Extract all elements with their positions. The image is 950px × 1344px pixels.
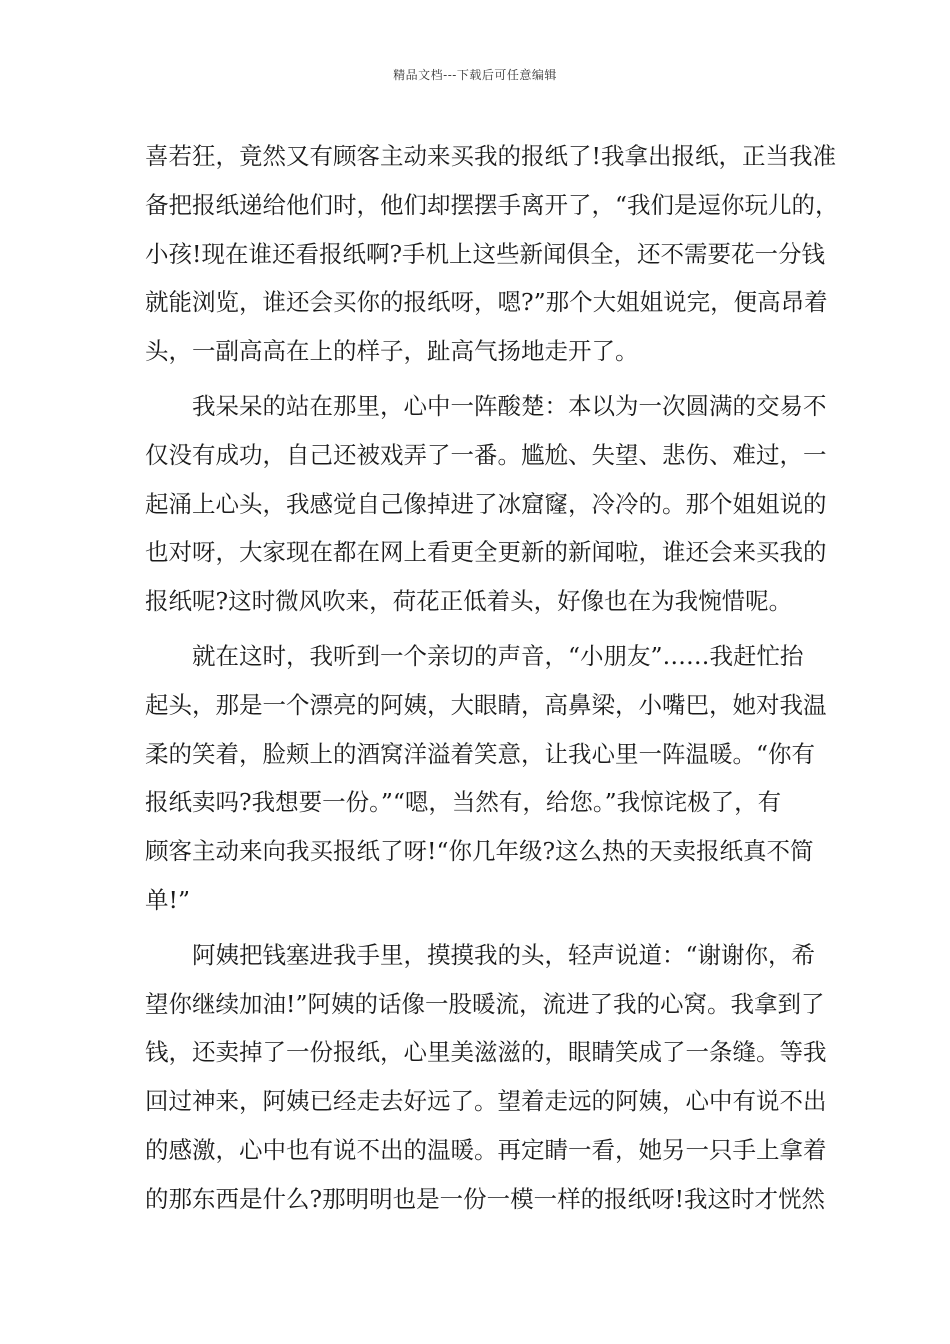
text-line: 小孩!现在谁还看报纸啊?手机上这些新闻俱全，还不需要花一分钱 bbox=[145, 239, 826, 268]
text-line: 的那东西是什么?那明明也是一份一模一样的报纸呀!我这时才恍然 bbox=[145, 1184, 826, 1213]
text-line: 也对呀，大家现在都在网上看更全更新的新闻啦，谁还会来买我的 bbox=[145, 538, 827, 567]
paragraph-3 bbox=[145, 632, 827, 925]
document-body bbox=[145, 132, 839, 1224]
text-line: 钱，还卖掉了一份报纸，心里美滋滋的，眼睛笑成了一条缝。等我 bbox=[145, 1038, 827, 1067]
paragraph-1 bbox=[145, 132, 839, 376]
text-line: 顾客主动来向我买报纸了呀!“你几年级?这么热的天卖报纸真不简 bbox=[145, 837, 814, 866]
text-line: 阿姨把钱塞进我手里，摸摸我的头，轻声说道：“谢谢你，希 bbox=[145, 940, 816, 969]
text-line: 的感激，心中也有说不出的温暖。再定睛一看，她另一只手上拿着 bbox=[145, 1135, 827, 1164]
text-line: 仅没有成功，自己还被戏弄了一番。尴尬、失望、悲伤、难过，一 bbox=[145, 440, 827, 469]
paragraph-2 bbox=[145, 382, 827, 626]
text-line: 回过神来，阿姨已经走去好远了。望着走远的阿姨，心中有说不出 bbox=[145, 1087, 827, 1116]
text-line: 头，一副高高在上的样子，趾高气扬地走开了。 bbox=[145, 337, 639, 366]
text-line: 报纸卖吗?我想要一份。”“嗯，当然有，给您。”我惊诧极了，有 bbox=[145, 788, 782, 817]
text-line: 就能浏览，谁还会买你的报纸呀，嗯?”那个大姐姐说完，便高昂着 bbox=[145, 288, 828, 317]
text-line: 就在这时，我听到一个亲切的声音，“小朋友”……我赶忙抬 bbox=[145, 641, 804, 670]
page-header: 精品文档---下载后可任意编辑 bbox=[393, 68, 557, 82]
text-line: 我呆呆的站在那里，心中一阵酸楚：本以为一次圆满的交易不 bbox=[145, 391, 827, 420]
paragraph-4 bbox=[145, 931, 827, 1224]
text-line: 喜若狂，竟然又有顾客主动来买我的报纸了!我拿出报纸，正当我准 bbox=[145, 142, 836, 170]
text-line: 起头，那是一个漂亮的阿姨，大眼睛，高鼻梁，小嘴巴，她对我温 bbox=[145, 690, 827, 719]
text-line: 起涌上心头，我感觉自己像掉进了冰窟窿，冷冷的。那个姐姐说的 bbox=[145, 489, 827, 518]
text-line: 柔的笑着，脸颊上的酒窝洋溢着笑意，让我心里一阵温暖。“你有 bbox=[145, 739, 816, 768]
text-line: 望你继续加油!”阿姨的话像一股暖流，流进了我的心窝。我拿到了 bbox=[145, 989, 825, 1018]
text-line: 报纸呢?这时微风吹来，荷花正低着头，好像也在为我惋惜呢。 bbox=[145, 587, 793, 616]
text-line: 单!” bbox=[145, 885, 190, 914]
text-line: 备把报纸递给他们时，他们却摆摆手离开了，“我们是逗你玩儿的， bbox=[145, 190, 839, 219]
